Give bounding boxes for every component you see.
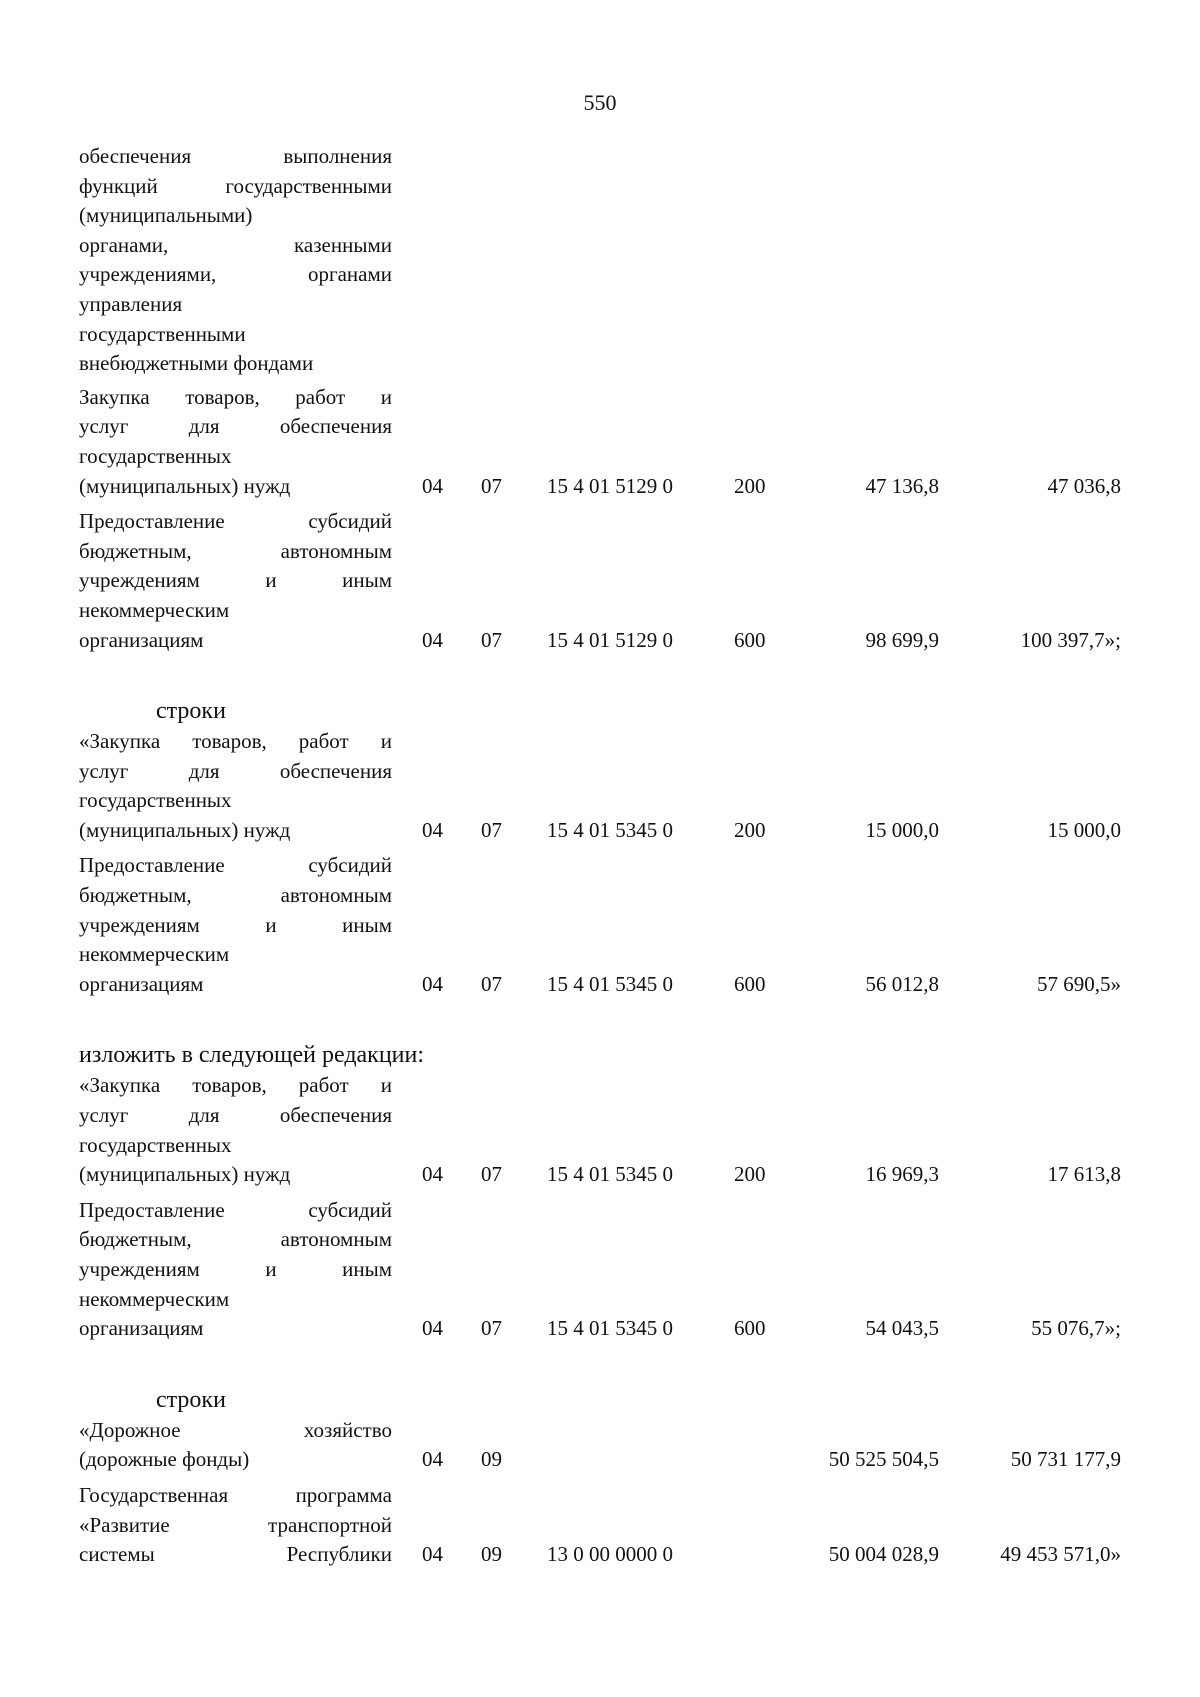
- text-line: (муниципальными): [79, 203, 253, 228]
- section-code: 04: [422, 1542, 443, 1567]
- subsection-code: 07: [481, 473, 502, 498]
- text-line: бюджетным, автономным: [79, 1227, 392, 1252]
- amount-year-1: 98 699,9: [865, 627, 939, 652]
- section-code: 04: [422, 1316, 443, 1341]
- target-article-code: 15 4 01 5129 0: [547, 627, 673, 652]
- text-line: организациям: [79, 1316, 204, 1341]
- text-line: государственных: [79, 443, 232, 468]
- table-row: [79, 1481, 1129, 1570]
- text-line: (муниципальных) нужд: [79, 817, 291, 842]
- text-line: учреждениям и иным: [79, 912, 392, 937]
- row-description: [79, 383, 392, 501]
- subsection-code: 09: [481, 1542, 502, 1567]
- subsection-code: 09: [481, 1447, 502, 1472]
- amount-year-2: 47 036,8: [1047, 473, 1121, 498]
- text-line: обеспечения выполнения: [79, 144, 392, 168]
- subsection-code: 07: [481, 627, 502, 652]
- section-code: 04: [422, 1162, 443, 1187]
- text-line: государственными: [79, 321, 246, 346]
- target-article-code: 15 4 01 5345 0: [547, 1316, 673, 1341]
- section-code: 04: [422, 971, 443, 996]
- text-line: организациям: [79, 971, 204, 996]
- table-row: [79, 1416, 1129, 1475]
- amount-year-1: 50 004 028,9: [828, 1542, 939, 1567]
- row-description: [79, 142, 392, 379]
- section-code: 04: [422, 817, 443, 842]
- intro-text-block: [79, 142, 1129, 379]
- row-description: [79, 1071, 392, 1189]
- text-line: государственных: [79, 1132, 232, 1157]
- section-heading: изложить в следующей редакции:: [79, 1042, 425, 1069]
- row-description: [79, 851, 392, 999]
- text-line: Предоставление субсидий: [79, 509, 392, 534]
- text-line: органами, казенными: [79, 232, 392, 257]
- text-line: услуг для обеспечения: [79, 414, 392, 439]
- expense-type-code: 600: [734, 1316, 766, 1341]
- expense-type-code: 600: [734, 627, 766, 652]
- subsection-code: 07: [481, 1162, 502, 1187]
- text-line: некоммерческим: [79, 1286, 230, 1311]
- table-row: [79, 383, 1129, 501]
- target-article-code: 15 4 01 5345 0: [547, 1162, 673, 1187]
- target-article-code: 15 4 01 5345 0: [547, 817, 673, 842]
- text-line: Закупка товаров, работ и: [79, 384, 392, 409]
- text-line: управления: [79, 291, 183, 316]
- text-line: учреждениям и иным: [79, 1257, 392, 1281]
- text-line: государственных: [79, 788, 232, 813]
- text-line: Государственная программа: [79, 1482, 392, 1507]
- amount-year-1: 47 136,8: [865, 473, 939, 498]
- amount-year-2: 15 000,0: [1047, 817, 1121, 842]
- table-row: [79, 1071, 1129, 1189]
- row-description: [79, 1416, 392, 1475]
- text-line: (дорожные фонды): [79, 1447, 250, 1472]
- amount-year-2: 57 690,5»: [1037, 971, 1121, 996]
- text-line: организациям: [79, 627, 204, 652]
- text-line: бюджетным, автономным: [79, 538, 392, 563]
- table-row: [79, 851, 1129, 999]
- section-code: 04: [422, 473, 443, 498]
- subsection-code: 07: [481, 817, 502, 842]
- target-article-code: 13 0 00 0000 0: [547, 1542, 673, 1567]
- target-article-code: 15 4 01 5129 0: [547, 473, 673, 498]
- amount-year-1: 56 012,8: [865, 971, 939, 996]
- row-description: [79, 727, 392, 845]
- text-line: «Закупка товаров, работ и: [79, 1073, 392, 1098]
- budget-table: [79, 142, 1129, 1570]
- amount-year-1: 50 525 504,5: [828, 1447, 939, 1472]
- expense-type-code: 200: [734, 1162, 766, 1187]
- text-line: функций государственными: [79, 173, 392, 198]
- table-row: [79, 1196, 1129, 1344]
- text-line: (муниципальных) нужд: [79, 1162, 291, 1187]
- amount-year-2: 50 731 177,9: [1010, 1447, 1121, 1472]
- text-line: бюджетным, автономным: [79, 883, 392, 908]
- page-number: 550: [583, 90, 617, 115]
- amount-year-1: 16 969,3: [865, 1162, 939, 1187]
- table-row: [79, 507, 1129, 655]
- amount-year-2: 49 453 571,0»: [1000, 1542, 1121, 1567]
- text-line: учреждениям и иным: [79, 568, 392, 593]
- text-line: учреждениями, органами: [79, 262, 392, 287]
- text-line: Предоставление субсидий: [79, 1197, 392, 1222]
- text-line: некоммерческим: [79, 942, 230, 967]
- text-line: услуг для обеспечения: [79, 758, 392, 783]
- section-heading: строки: [156, 1386, 226, 1413]
- text-line: некоммерческим: [79, 597, 230, 622]
- row-description: [79, 507, 392, 655]
- amount-year-2: 100 397,7»;: [1020, 627, 1121, 652]
- text-line: «Дорожное хозяйство: [79, 1417, 392, 1442]
- text-line: системы Республики: [79, 1542, 392, 1567]
- text-line: услуг для обеспечения: [79, 1103, 392, 1128]
- amount-year-1: 15 000,0: [865, 817, 939, 842]
- text-line: внебюджетными фондами: [79, 351, 314, 376]
- amount-year-2: 17 613,8: [1047, 1162, 1121, 1187]
- row-description: [79, 1481, 392, 1570]
- amount-year-1: 54 043,5: [865, 1316, 939, 1341]
- text-line: (муниципальных) нужд: [79, 473, 291, 498]
- text-line: «Развитие транспортной: [79, 1512, 392, 1537]
- expense-type-code: 200: [734, 473, 766, 498]
- row-description: [79, 1196, 392, 1344]
- section-heading: строки: [156, 698, 226, 725]
- amount-year-2: 55 076,7»;: [1031, 1316, 1121, 1341]
- text-line: «Закупка товаров, работ и: [79, 729, 392, 754]
- table-row: [79, 727, 1129, 845]
- section-code: 04: [422, 627, 443, 652]
- expense-type-code: 200: [734, 817, 766, 842]
- subsection-code: 07: [481, 1316, 502, 1341]
- section-code: 04: [422, 1447, 443, 1472]
- subsection-code: 07: [481, 971, 502, 996]
- text-line: Предоставление субсидий: [79, 853, 392, 878]
- expense-type-code: 600: [734, 971, 766, 996]
- target-article-code: 15 4 01 5345 0: [547, 971, 673, 996]
